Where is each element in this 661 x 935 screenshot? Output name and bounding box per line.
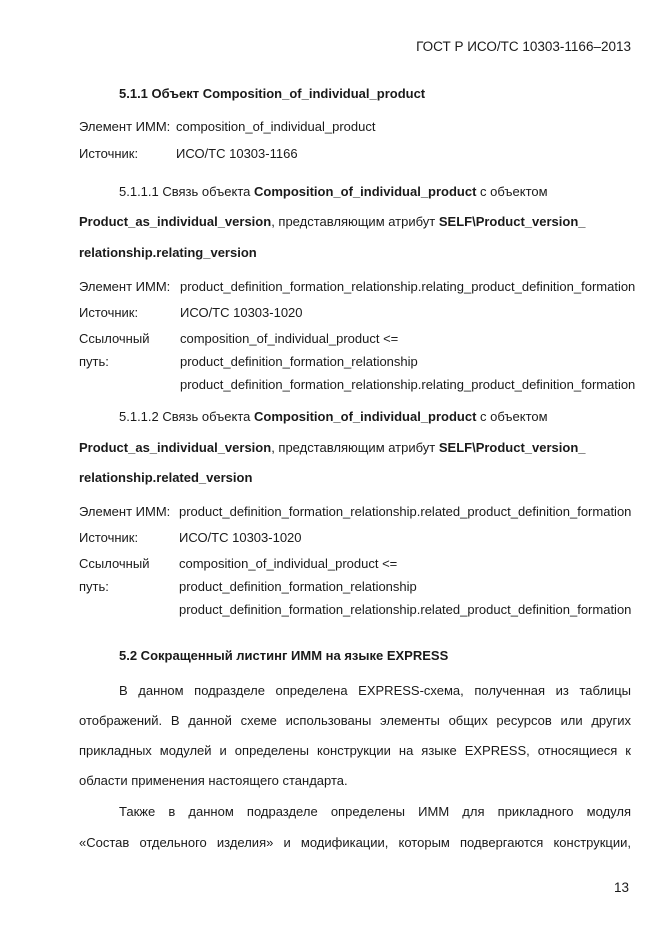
imm-element-label: Элемент ИММ: (79, 279, 171, 294)
reference-path-line: product_definition_formation_relationship.related_product_definition_formation (179, 602, 632, 617)
section-title-5-2: 5.2 Сокращенный листинг ИММ на языке EXPRESS (119, 648, 449, 663)
intro-suffix: с объектом (476, 409, 548, 424)
paragraph-line: В данном подразделе определена EXPRESS-схема, полученная из таблицы (119, 683, 631, 698)
paragraph-line: области применения настоящего стандарта. (79, 773, 348, 788)
subsection-line-3: relationship.related_version (79, 470, 253, 485)
source-value: ИСО/ТС 10303-1166 (176, 146, 298, 161)
paragraph-line: Также в данном подразделе определены ИММ для прикладного модуля (119, 804, 631, 819)
reference-path-label: Ссылочный (79, 331, 150, 346)
subsection-intro-5-1-1-1 (119, 184, 548, 199)
page-number: 13 (613, 880, 629, 895)
attribute-text: , представляющим атрибут (271, 214, 439, 229)
imm-element-value: product_definition_formation_relationship.related_product_definition_formation (179, 504, 632, 519)
imm-element-value: product_definition_formation_relationship.relating_product_definition_formation (180, 279, 636, 294)
reference-path-label: путь: (79, 354, 109, 369)
imm-element-label: Элемент ИММ: (79, 119, 171, 134)
attribute-text: , представляющим атрибут (271, 440, 439, 455)
paragraph-line: прикладных модулей и определены конструкции на языке EXPRESS, относящиеся к (79, 743, 631, 758)
target-object: Product_as_individual_version (79, 440, 272, 455)
intro-object: Composition_of_individual_product (253, 184, 477, 199)
subsection-line-2 (79, 214, 586, 229)
intro-prefix: 5.1.1.2 Связь объекта (119, 409, 254, 424)
reference-path-line: product_definition_formation_relationship.relating_product_definition_formation (180, 377, 636, 392)
imm-element-value: composition_of_individual_product (176, 119, 376, 134)
reference-path-label: Ссылочный (79, 556, 150, 571)
paragraph-line: отображений. В данной схеме использованы элементы общих ресурсов или других (79, 713, 631, 728)
target-object: Product_as_individual_version (79, 214, 272, 229)
section-title-5-1-1: 5.1.1 Объект Composition_of_individual_product (119, 86, 426, 101)
intro-prefix: 5.1.1.1 Связь объекта (119, 184, 254, 199)
paragraph-line: «Состав отдельного изделия» и модификации, которым подвергаются конструкции, (79, 835, 631, 850)
source-value: ИСО/ТС 10303-1020 (179, 530, 302, 545)
attribute-name: SELF\Product_version_ (438, 440, 586, 455)
source-label: Источник: (79, 146, 139, 161)
subsection-line-2 (79, 440, 586, 455)
subsection-line-3: relationship.relating_version (79, 245, 257, 260)
source-value: ИСО/ТС 10303-1020 (180, 305, 303, 320)
reference-path-line: product_definition_formation_relationship (179, 579, 417, 594)
source-label: Источник: (79, 305, 139, 320)
reference-path-line: composition_of_individual_product <= (180, 331, 399, 346)
intro-suffix: с объектом (476, 184, 548, 199)
subsection-intro-5-1-1-2 (119, 409, 548, 424)
attribute-name: SELF\Product_version_ (438, 214, 586, 229)
reference-path-label: путь: (79, 579, 109, 594)
source-label: Источник: (79, 530, 139, 545)
document-code: ГОСТ Р ИСО/ТС 10303-1166–2013 (416, 39, 631, 54)
imm-element-label: Элемент ИММ: (79, 504, 171, 519)
intro-object: Composition_of_individual_product (253, 409, 477, 424)
reference-path-line: product_definition_formation_relationship (180, 354, 418, 369)
reference-path-line: composition_of_individual_product <= (179, 556, 398, 571)
